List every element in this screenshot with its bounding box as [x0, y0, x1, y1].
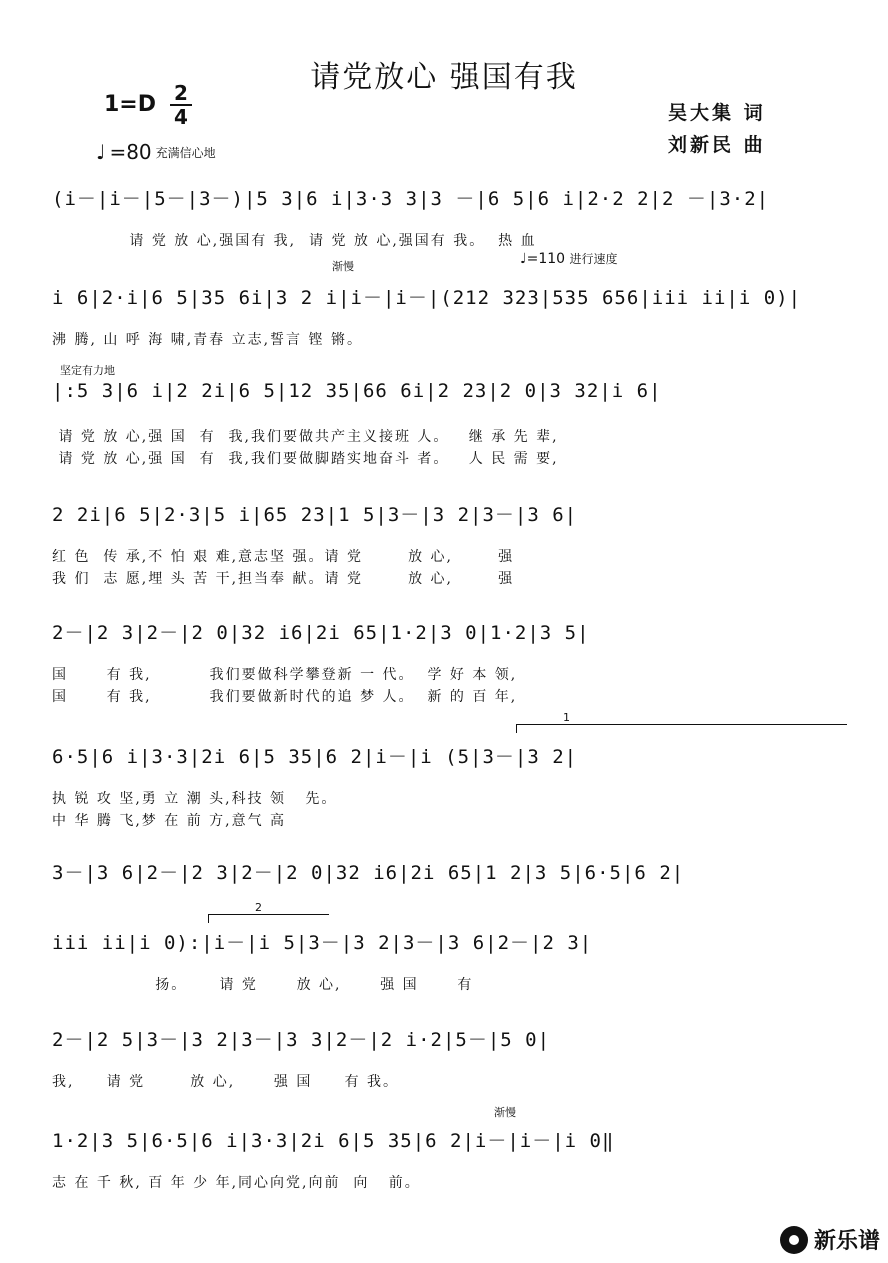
firm-mark: 坚定有力地 — [60, 364, 115, 377]
lyric-line: 国 有 我, 我们要做科学攀登新 一 代。 学 好 本 领, — [52, 667, 518, 683]
record-icon — [780, 1226, 808, 1254]
tempo-change: ♩=110 进行速度 — [520, 251, 618, 267]
tempo-value: =80 — [109, 140, 152, 164]
tempo-marking — [96, 140, 216, 164]
composer-credit: 刘新民 曲 — [668, 134, 766, 156]
lyric-line: 请 党 放 心,强 国 有 我,我们要做共产主义接班 人。 继 承 先 辈, — [52, 429, 559, 445]
time-top: 2 — [174, 81, 188, 105]
notation-row: (i－|i－|5－|3－)|5 3|6 i|3·3 3|3 －|6 5|6 i|2·2 2|2 －|3·2| — [52, 188, 770, 210]
expression-text: 充满信心地 — [155, 145, 216, 160]
notation-row: 2－|2 5|3－|3 2|3－|3 3|2－|2 i·2|5－|5 0| — [52, 1029, 551, 1051]
lyric-line: 请 党 放 心,强国有 我, 请 党 放 心,强国有 我。 热 血 — [52, 233, 537, 249]
notation-row: 2－|2 3|2－|2 0|32 i6|2i 65|1·2|3 0|1·2|3 5| — [52, 622, 590, 644]
lyric-line: 我, 请 党 放 心, 强 国 有 我。 — [52, 1074, 400, 1090]
lyric-line: 我 们 志 愿,埋 头 苦 干,担当奉 献。请 党 放 心, 强 — [52, 571, 515, 587]
time-signature — [170, 82, 192, 128]
slowing-mark-2: 渐慢 — [494, 1106, 516, 1119]
lyric-line: 扬。 请 党 放 心, 强 国 有 — [52, 977, 474, 993]
key-signature: 1=D — [104, 92, 157, 117]
lyric-line: 国 有 我, 我们要做新时代的追 梦 人。 新 的 百 年, — [52, 689, 518, 705]
lyric-line: 红 色 传 承,不 怕 艰 难,意志坚 强。请 党 放 心, 强 — [52, 549, 515, 565]
notation-row: 3－|3 6|2－|2 3|2－|2 0|32 i6|2i 65|1 2|3 5|6·5|6 2| — [52, 862, 685, 884]
notation-row: 1·2|3 5|6·5|6 i|3·3|2i 6|5 35|6 2|i－|i－|i 0‖ — [52, 1130, 615, 1152]
song-title: 请党放心 强国有我 — [310, 60, 578, 95]
lyric-line: 沸 腾, 山 呼 海 啸,青春 立志,誓言 铿 锵。 — [52, 332, 363, 348]
volta-1: 1 — [516, 724, 847, 733]
notation-row: i 6|2·i|6 5|35 6i|3 2 i|i－|i－|(212 323|535 656|iii ii|i 0)| — [52, 287, 802, 309]
lyric-line: 中 华 腾 飞,梦 在 前 方,意气 高 — [52, 813, 287, 829]
time-bottom: 4 — [170, 104, 192, 128]
quarter-note-icon: ♩ — [96, 140, 106, 164]
logo-text: 新乐谱 — [813, 1229, 880, 1254]
lyric-line: 志 在 千 秋, 百 年 少 年,同心向党,向前 向 前。 — [52, 1175, 421, 1191]
quarter-note-icon: ♩ — [520, 251, 527, 267]
lyricist-credit: 吴大集 词 — [668, 102, 766, 124]
notation-row: iii ii|i 0):|i－|i 5|3－|3 2|3－|3 6|2－|2 3| — [52, 932, 593, 954]
site-logo — [780, 1224, 880, 1255]
slowing-mark: 渐慢 — [332, 260, 354, 273]
lyric-line: 执 锐 攻 坚,勇 立 潮 头,科技 领 先。 — [52, 791, 338, 807]
lyric-line: 请 党 放 心,强 国 有 我,我们要做脚踏实地奋斗 者。 人 民 需 要, — [52, 451, 559, 467]
notation-row: |:5 3|6 i|2 2i|6 5|12 35|66 6i|2 23|2 0|3 32|i 6| — [52, 380, 662, 402]
notation-row: 2 2i|6 5|2·3|5 i|65 23|1 5|3－|3 2|3－|3 6| — [52, 504, 578, 526]
volta-2: 2 — [208, 914, 329, 923]
notation-row: 6·5|6 i|3·3|2i 6|5 35|6 2|i－|i (5|3－|3 2| — [52, 746, 578, 768]
